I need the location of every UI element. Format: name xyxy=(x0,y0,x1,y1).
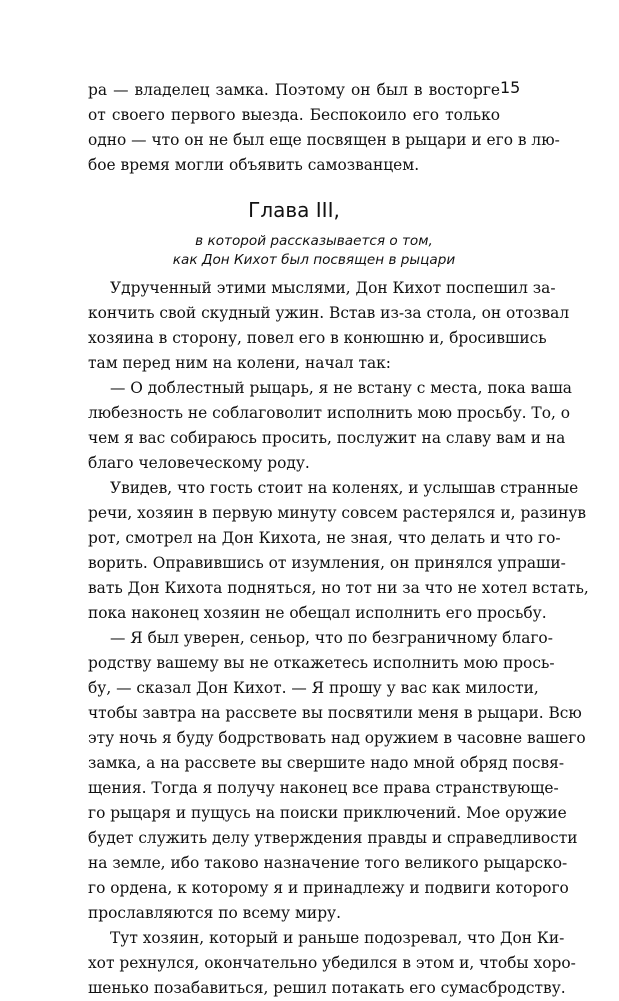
text-line: бое время могли объявить самозванцем. xyxy=(88,156,420,174)
text-line: пока наконец хозяин не обещал исполнить его просьбу. xyxy=(88,604,547,622)
paragraph xyxy=(88,626,586,926)
text-line: — О доблестный рыцарь, я не встану с места, пока ваша xyxy=(110,379,572,397)
text-line: рот, смотрел на Дон Кихота, не зная, что делать и что го- xyxy=(88,529,561,547)
text-line: бу, — сказал Дон Кихот. — Я прошу у вас как милости, xyxy=(88,679,539,697)
text-line: хот рехнулся, окончательно убедился в этом и, чтобы хоро- xyxy=(88,954,576,972)
chapter-body xyxy=(88,276,589,1001)
text-line: ворить. Оправившись от изумления, он принялся упраши- xyxy=(88,554,566,572)
text-line: хозяина в сторону, повел его в конюшню и, бросившись xyxy=(88,329,547,347)
text-line: родству вашему вы не откажетесь исполнить мою прось- xyxy=(88,654,555,672)
text-line: Увидев, что гость стоит на коленях, и услышав странные xyxy=(110,479,579,497)
text-line: — Я был уверен, сеньор, что по безграничному благо- xyxy=(110,629,553,647)
text-line: замка, а на рассвете вы свершите надо мной обряд посвя- xyxy=(88,754,565,772)
text-line: щения. Тогда я получу наконец все права странствующе- xyxy=(88,779,559,797)
chapter-subtitle xyxy=(88,232,500,270)
text-line: речи, хозяин в первую минуту совсем растерялся и, разинув xyxy=(88,504,587,522)
text-line: ра — владелец замка. Поэтому он был в восторге xyxy=(88,81,500,99)
paragraph xyxy=(88,476,589,626)
text-line: го рыцаря и пущусь на поиски приключений. Мое оружие xyxy=(88,804,567,822)
text-line: чем я вас собираюсь просить, послужит на славу вам и на xyxy=(88,429,566,447)
paragraph xyxy=(88,926,576,1001)
text-line: на земле, ибо таково назначение того великого рыцарско- xyxy=(88,854,568,872)
page-number: 15 xyxy=(500,78,521,97)
chapter-subtitle-line: в которой рассказывается о том, xyxy=(195,233,433,249)
text-line: прославляются по всему миру. xyxy=(88,904,341,922)
text-line: вать Дон Кихота подняться, но тот ни за что не хотел встать, xyxy=(88,579,589,597)
chapter-subtitle-line: как Дон Кихот был посвящен в рыцари xyxy=(172,252,456,268)
text-line: кончить свой скудный ужин. Встав из-за стола, он отозвал xyxy=(88,304,570,322)
text-line: будет служить делу утверждения правды и справедливости xyxy=(88,829,578,847)
chapter-title: Глава III, xyxy=(248,198,340,222)
text-line: Тут хозяин, который и раньше подозревал, что Дон Ки- xyxy=(110,929,565,947)
paragraph xyxy=(88,376,572,476)
text-line: чтобы завтра на рассвете вы посвятили меня в рыцари. Всю xyxy=(88,704,582,722)
text-line: го ордена, к которому я и принадлежу и подвиги которого xyxy=(88,879,569,897)
text-line: эту ночь я буду бодрствовать над оружием в часовне вашего xyxy=(88,729,586,747)
text-line: Удрученный этими мыслями, Дон Кихот поспешил за- xyxy=(110,279,556,297)
text-line: от своего первого выезда. Беспокоило его только xyxy=(88,106,500,124)
text-line: шенько позабавиться, решил потакать его сумасбродству. xyxy=(88,979,566,997)
text-line: там перед ним на колени, начал так: xyxy=(88,354,391,372)
text-line: любезность не соблаговолит исполнить мою просьбу. То, о xyxy=(88,404,571,422)
paragraph xyxy=(88,276,570,376)
text-line: одно — что он не был еще посвящен в рыцари и его в лю- xyxy=(88,131,560,149)
text-line: благо человеческому роду. xyxy=(88,454,310,472)
